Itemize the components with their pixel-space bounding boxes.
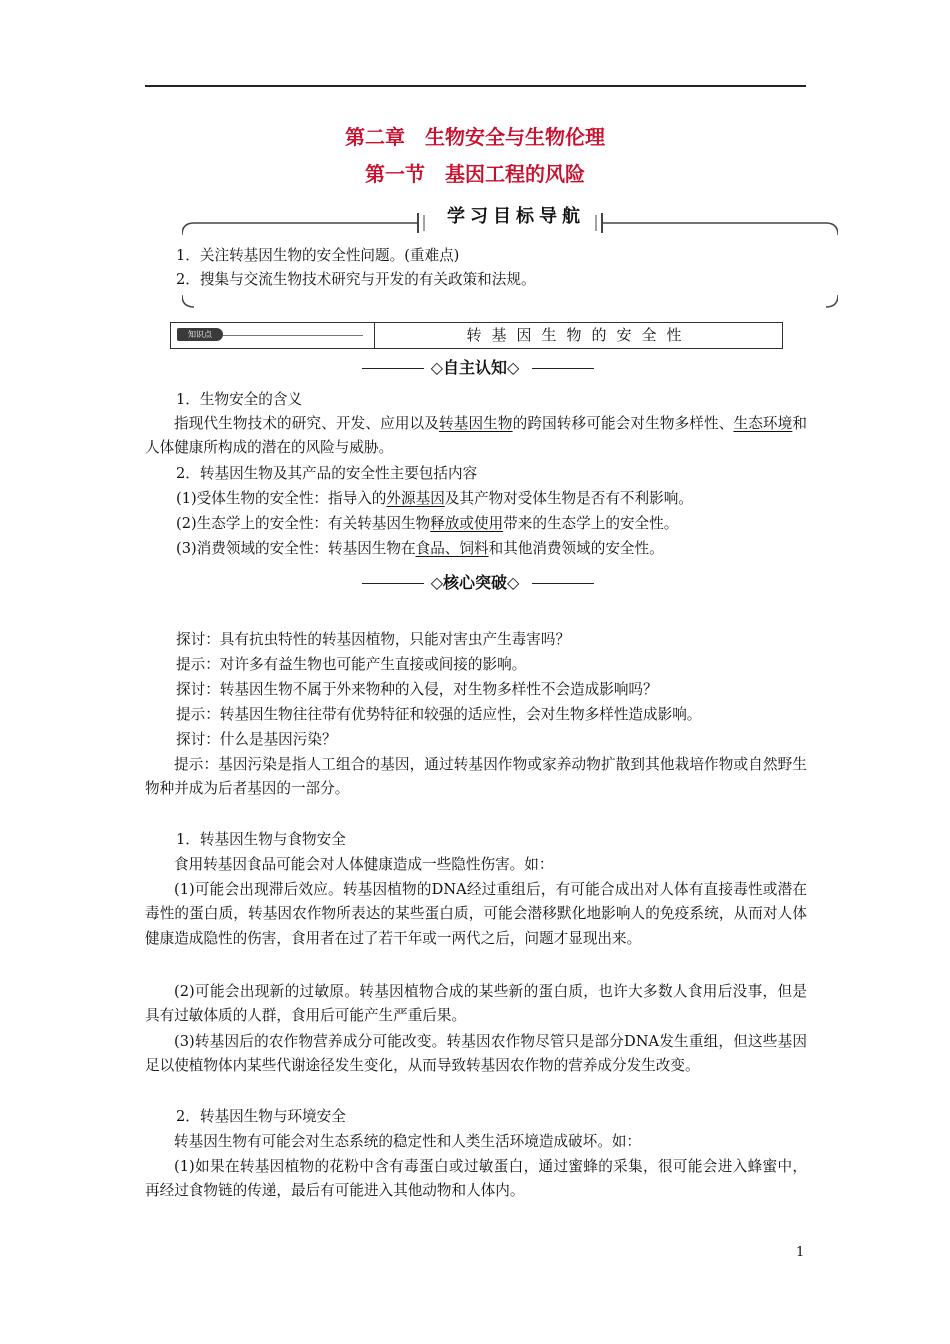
- core-body-paragraph: (1)如果在转基因植物的花粉中含有毒蛋白或过敏蛋白，通过蜜蜂的采集，很可能会进入蜂蜜中，再经过食物链的传递，最后有可能进入其他动物和人体内。: [145, 1158, 807, 1200]
- page-number: 1: [796, 1245, 805, 1260]
- core-body-heading: 2．转基因生物与环境安全: [176, 1108, 346, 1125]
- qa-line: 探讨：具有抗虫特性的转基因植物，只能对害虫产生毒害吗？: [176, 631, 571, 648]
- core-body-paragraph: (3)转基因后的农作物营养成分可能改变。转基因农作物尽管只是部分DNA发生重组，但这些基因足以使植物体内某些代谢途径发生变化，从而导致转基因农作物的营养成分发生改变。: [145, 1033, 807, 1075]
- core-body-paragraph: 转基因生物有可能会对生态系统的稳定性和人类生活环境造成破坏。如：: [174, 1133, 642, 1150]
- self-study-item1-title: 1．生物安全的含义: [176, 391, 303, 408]
- self-study-sub1: (1)受体生物的安全性：指导入的外源基因及其产物对受体生物是否有不利影响。: [176, 490, 693, 507]
- self-study-item1-body: 指现代生物技术的研究、开发、应用以及转基因生物的跨国转移可能会对生物多样性、生态环境和人体健康所构成的潜在的风险与威胁。: [145, 415, 807, 457]
- core-heading-label: ◇核心突破◇: [430, 573, 520, 592]
- objective-item: 2．搜集与交流生物技术研究与开发的有关政策和法规。: [176, 271, 536, 288]
- underlined-term: 转基因生物: [439, 415, 513, 432]
- chapter-title: 第二章 生物安全与生物伦理: [345, 125, 605, 149]
- qa-line: 提示：基因污染是指人工组合的基因，通过转基因作物或家养动物扩散到其他栽培作物或自然野生物种并成为后者基因的一部分。: [145, 756, 807, 798]
- core-body-paragraph: 食用转基因食品可能会对人体健康造成一些隐性伤害。如：: [174, 856, 554, 873]
- self-study-heading-label: ◇自主认知◇: [430, 358, 520, 377]
- core-body-heading: 1．转基因生物与食物安全: [176, 831, 346, 848]
- top-rule: [145, 85, 806, 87]
- qa-line: 提示：转基因生物往往带有优势特征和较强的适应性，会对生物多样性造成影响。: [176, 706, 702, 723]
- objective-item: 1．关注转基因生物的安全性问题。(重难点): [176, 247, 460, 264]
- core-body-paragraph: (2)可能会出现新的过敏原。转基因植物合成的某些新的蛋白质，也许大多数人食用后没事，但是具有过敏体质的人群，食用后可能产生严重后果。: [145, 983, 807, 1025]
- knowledge-point-tag: [171, 323, 375, 348]
- core-heading: [0, 571, 950, 595]
- knowledge-point-bar: [170, 322, 783, 349]
- objectives-label: 学习目标导航: [438, 205, 594, 229]
- knowledge-badge: 知识点: [177, 328, 223, 341]
- self-study-item2-title: 2．转基因生物及其产品的安全性主要包括内容: [176, 465, 478, 482]
- self-study-sub3: (3)消费领域的安全性：转基因生物在食品、饲料和其他消费领域的安全性。: [176, 540, 664, 557]
- core-body-paragraph: (1)可能会出现滞后效应。转基因植物的DNA经过重组后，有可能合成出对人体有直接毒性或潜在毒性的蛋白质，转基因农作物所表达的某些蛋白质，可能会潜移默化地影响人的免疫系统，从而对人体健康造成隐性的伤害，食用者在过了若干年或一两代之后，问题才显现出来。: [145, 881, 807, 947]
- qa-line: 探讨：什么是基因污染？: [176, 731, 337, 748]
- knowledge-point-title: 转基因生物的安全性: [466, 326, 692, 344]
- qa-line: 探讨：转基因生物不属于外来物种的入侵，对生物多样性不会造成影响吗？: [176, 681, 658, 698]
- qa-line: 提示：对许多有益生物也可能产生直接或间接的影响。: [176, 656, 527, 673]
- self-study-heading: [0, 356, 950, 380]
- self-study-sub2: (2)生态学上的安全性：有关转基因生物释放或使用带来的生态学上的安全性。: [176, 515, 679, 532]
- underlined-term: 生态环境: [733, 415, 793, 432]
- section-title: 第一节 基因工程的风险: [365, 162, 585, 186]
- knowledge-line: [223, 335, 363, 336]
